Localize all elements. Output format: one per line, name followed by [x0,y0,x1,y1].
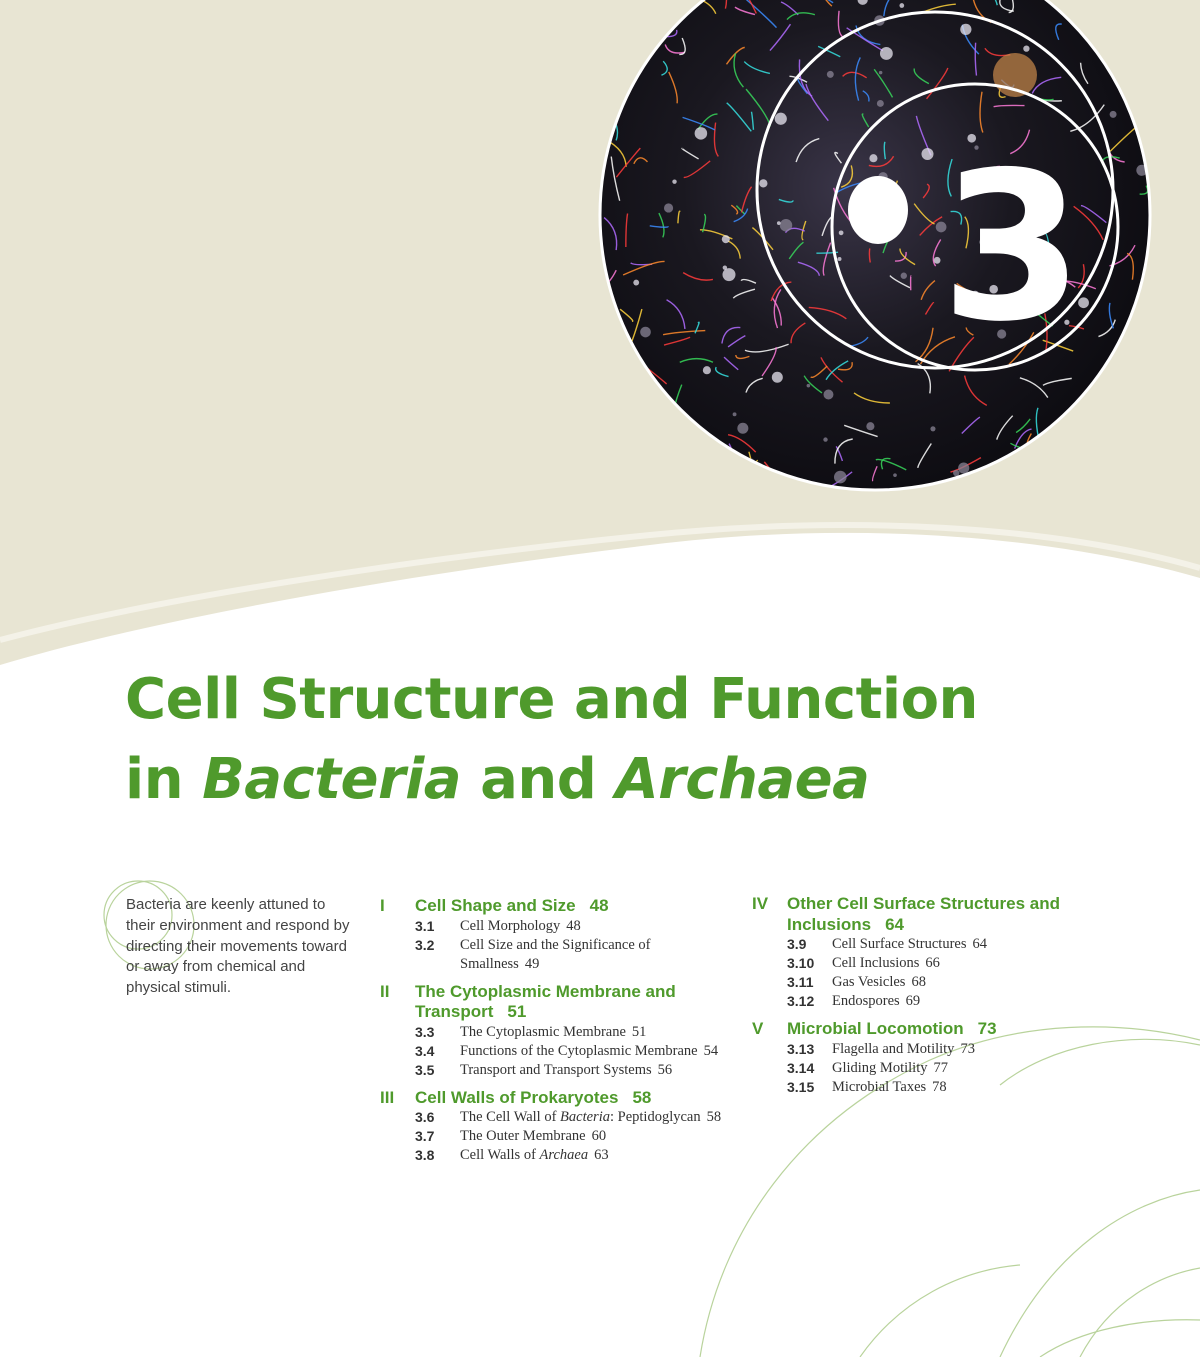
part-page-number: 58 [632,1087,652,1107]
toc-part [380,896,730,974]
part-number: I [380,896,385,915]
section-title-text: Endospores [832,993,900,1009]
section-page-number: 49 [524,955,540,972]
section-title [460,1127,730,1146]
section-title-text: Gliding Motility [832,1059,928,1076]
section-title [460,1061,730,1080]
chapter-number: 3 [940,129,1084,367]
section-page-number: 58 [706,1109,722,1125]
section-title [460,917,730,936]
part-page-number: 64 [885,914,904,934]
section-title [832,973,1082,992]
section-page-number: 48 [566,917,581,934]
toc-section-row [415,1146,730,1165]
section-title [460,1023,730,1042]
part-body [415,982,730,1080]
section-title-text: Cell Morphology [460,917,561,934]
section-title [460,1042,730,1061]
part-title [787,1019,1082,1040]
section-title [832,992,1082,1011]
section-title-text: Microbial Taxes [832,1078,927,1095]
section-page-number: 51 [631,1023,647,1040]
toc-section-row [787,935,1082,954]
section-page-number: 78 [932,1078,947,1095]
part-number: III [380,1087,395,1107]
section-number: 3.13 [787,1040,815,1057]
section-title-text: The Cytoplasmic Membrane [460,1023,626,1040]
section-number: 3.11 [787,974,814,990]
section-page-number: 54 [703,1042,719,1059]
title-line-2-prefix: in [125,747,203,812]
part-body [787,894,1082,1011]
part-title-text: Cell Shape and Size [415,896,576,915]
part-number: V [752,1019,764,1038]
section-title [832,935,1082,954]
section-title-text: Cell Inclusions [832,955,920,971]
title-line-1: Cell Structure and Function [125,667,978,732]
part-title [415,896,730,917]
section-title-text: The Outer Membrane [460,1128,586,1144]
section-number: 3.10 [787,955,815,971]
part-body [415,896,730,974]
toc-section-row [415,1061,730,1080]
part-title-text: Other Cell Surface Structures and Inclusions [787,894,1061,934]
toc-section-row [415,936,730,974]
section-title-text: Cell Surface Structures [832,936,967,952]
section-number: 3.5 [415,1061,435,1078]
section-title-text: Cell Size and the Significance of Smallness [460,936,651,972]
part-title-text: Cell Walls of Prokaryotes [415,1087,619,1107]
title-italic-bacteria: Bacteria [202,747,462,812]
section-page-number: 68 [911,974,926,990]
section-page-number: 64 [972,936,987,952]
section-page-number: 63 [594,1147,609,1163]
section-title [460,1146,730,1165]
section-number: 3.9 [787,936,807,952]
section-number: 3.14 [787,1059,815,1076]
chapter-title [125,660,978,820]
section-page-number: 66 [925,955,940,971]
section-page-number: 73 [960,1040,975,1057]
title-line-2-mid: and [461,747,616,812]
toc-part [752,1019,1082,1097]
section-title-suffix: : Peptidoglycan [609,1109,701,1125]
section-number: 3.7 [415,1128,435,1144]
section-title-text: Transport and Transport Systems [460,1061,652,1078]
toc-section-row [787,1078,1082,1097]
section-number: 3.1 [415,917,435,934]
part-body [415,1088,730,1166]
toc-section-row [415,1127,730,1146]
section-title [832,1059,1082,1078]
toc-section-row [415,1042,730,1061]
toc-column-right [752,894,1082,1105]
toc-section-row [787,973,1082,992]
part-title [415,1088,730,1109]
section-title [832,954,1082,973]
part-title [787,894,1082,935]
toc-section-row [415,917,730,936]
part-page-number: 73 [977,1019,997,1038]
section-title-italic: Archaea [539,1147,589,1163]
toc-section-row [415,1108,730,1127]
toc-section-row [787,1059,1082,1078]
section-title [460,1108,730,1127]
toc-column-left [380,896,730,1173]
toc-part [380,982,730,1080]
part-page-number: 51 [507,1002,527,1021]
part-title-text: Microbial Locomotion [787,1019,964,1038]
toc-section-row [787,954,1082,973]
section-title [460,936,730,974]
section-number: 3.4 [415,1042,435,1059]
toc-part [380,1088,730,1166]
part-page-number: 48 [589,896,609,915]
section-title-text: Gas Vesicles [832,974,906,990]
section-page-number: 69 [905,993,921,1009]
part-title-text: The Cytoplasmic Membrane and Transport [415,981,676,1021]
section-number: 3.6 [415,1109,435,1125]
part-number: II [380,981,390,1001]
section-title [832,1040,1082,1059]
section-title-text: Functions of the Cytoplasmic Membrane [460,1042,698,1059]
toc-section-row [415,1023,730,1042]
section-number: 3.3 [415,1023,435,1040]
title-italic-archaea: Archaea [615,747,870,812]
toc-section-row [787,1040,1082,1059]
section-title-prefix: Cell Walls of [460,1147,540,1163]
section-title [832,1078,1082,1097]
section-number: 3.2 [415,936,435,953]
part-title [415,982,730,1023]
section-title-italic: Bacteria [560,1109,610,1125]
section-page-number: 77 [933,1059,948,1076]
section-title-text: Flagella and Motility [832,1040,955,1057]
section-title-prefix: The Cell Wall of [460,1109,561,1125]
section-number: 3.12 [787,993,815,1009]
section-number: 3.8 [415,1147,435,1163]
toc-section-row [787,992,1082,1011]
section-page-number: 56 [657,1061,673,1078]
chapter-intro: Bacteria are keenly attuned to their environment and respond by directing their movements toward or away from chemical and physical stimuli. [126,896,350,997]
section-page-number: 60 [591,1128,607,1144]
part-number: IV [752,894,769,913]
section-number: 3.15 [787,1078,815,1095]
part-body [787,1019,1082,1097]
toc-part [752,894,1082,1011]
